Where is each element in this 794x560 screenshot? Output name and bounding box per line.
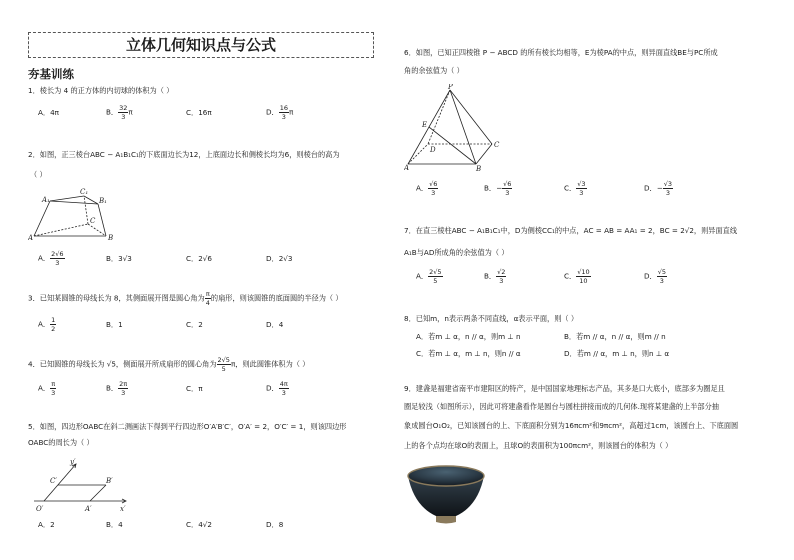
q1-d-fraction: $\frac{16}{3}$ — [279, 104, 289, 121]
question-6-line2: 角的余弦值为（ ） — [404, 66, 464, 75]
question-9-line3: 象成圆台O₁O₂，已知该圆台的上、下底面积分别为16πcm²和9πcm²，高超过1cm，该圆台上、下底面圆 — [404, 421, 739, 430]
label-b: B — [108, 234, 114, 242]
question-4: 4．已知圆锥的母线长为 √5，侧面展开所成扇形的圆心角为 $\frac{2√5}{5}$ π，则此圆锥体积为（ ） — [28, 356, 310, 373]
page-title: 立体几何知识点与公式 — [28, 32, 374, 58]
q3-option-b[interactable]: B．1 — [106, 320, 123, 329]
q5-option-a[interactable]: A．2 — [38, 520, 55, 529]
label-a: A — [28, 234, 34, 242]
q6-option-b[interactable]: B．− $\frac{√6}{3}$ — [484, 180, 512, 197]
question-5: 5．如图，四边形OABC在斜二测画法下得到平行四边形O′A′B′C′，O′A′ = 2，O′C′ = 1，则该四边形 — [28, 422, 347, 431]
label-p: P — [448, 84, 453, 91]
pyramid-edge — [450, 90, 492, 144]
q3-option-d[interactable]: D．4 — [266, 320, 284, 329]
q4-option-c[interactable]: C．π — [186, 384, 203, 393]
q7-d-fraction: $\frac{√5}{3}$ — [657, 268, 667, 285]
q7-option-d[interactable]: D． $\frac{√5}{3}$ — [644, 268, 667, 285]
pyramid-hidden-edge — [428, 90, 450, 144]
q6-a-fraction: $\frac{√6}{3}$ — [429, 180, 438, 197]
q4-a-fraction: $\frac{\pi}{3}$ — [51, 380, 56, 397]
question-7-line2: A₁B与AD所成角的余弦值为（ ） — [404, 248, 509, 257]
q4-option-a[interactable]: A． $\frac{\pi}{3}$ — [38, 380, 56, 397]
q8-option-d[interactable]: D．若m // α，m ⊥ n，则n ⊥ α — [564, 349, 670, 358]
label-a: A — [404, 164, 410, 172]
question-9-line2: 圈足较浅（如图所示），因此可将建盏看作是圆台与圆柱拼接而成的几何体.现将某建盏的上半部分抽 — [404, 402, 719, 411]
q5-option-b[interactable]: B．4 — [106, 520, 123, 529]
q1-option-b[interactable]: B． $\frac{32}{3}$ π — [106, 104, 133, 121]
question-5-line2: OABC的周长为（ ） — [28, 438, 94, 447]
q7-option-a[interactable]: A． $\frac{2√5}{5}$ — [416, 268, 442, 285]
label-x-prime: x′ — [120, 505, 126, 513]
q1-option-c[interactable]: C．16π — [186, 108, 212, 117]
question-1: 1．棱长为 4 的正方体的内切球的体积为（ ） — [28, 86, 174, 95]
frustum-hidden-edge — [34, 224, 88, 236]
q6-option-a[interactable]: A． $\frac{√6}{3}$ — [416, 180, 438, 197]
q5-option-d[interactable]: D．8 — [266, 520, 284, 529]
label-o-prime: O′ — [36, 505, 44, 513]
q7-b-fraction: $\frac{√2}{3}$ — [497, 268, 506, 285]
q3-angle-fraction: $\frac{\pi}{4}$ — [205, 290, 210, 307]
question-9-line4: 上的各个点均在球O的表面上，且球O的表面积为100πcm²，则该圆台的体积为（ ） — [404, 441, 673, 450]
q1-option-a[interactable]: A．4π — [38, 108, 60, 117]
label-c: C — [494, 141, 500, 149]
q7-a-fraction: $\frac{2√5}{5}$ — [429, 268, 442, 285]
question-2-paren: （ ） — [30, 170, 47, 179]
frustum-hidden-edge — [84, 196, 88, 224]
q6-b-fraction: $\frac{√6}{3}$ — [503, 180, 512, 197]
q4-option-b[interactable]: B． $\frac{2\pi}{3}$ — [106, 380, 128, 397]
segment-be — [429, 127, 476, 164]
pyramid-edge — [476, 144, 492, 164]
q2-a-fraction: $\frac{2√6}{3}$ — [51, 250, 64, 267]
label-b-prime: B′ — [106, 477, 113, 485]
question-3: 3．已知某圆锥的母线长为 8，其侧面展开图是圆心角为 $\frac{\pi}{4}$ 的扇形，则该圆锥的底面圆的半径为（ ） — [28, 290, 343, 307]
question-8: 8．已知m，n表示两条不同直线，α表示平面，则（ ） — [404, 314, 579, 323]
q6-c-fraction: $\frac{√3}{3}$ — [577, 180, 586, 197]
q3-option-a[interactable]: A． $\frac{1}{2}$ — [38, 316, 56, 333]
q3-option-c[interactable]: C．2 — [186, 320, 203, 329]
question-2: 2．如图，正三棱台ABC − A₁B₁C₁的下底面边长为12，上底面边长和侧棱长均为6，则棱台的高为 — [28, 150, 340, 159]
jian-bowl-image — [404, 462, 488, 528]
label-b: B — [476, 165, 482, 172]
label-b1: B₁ — [99, 197, 107, 205]
q2-option-a[interactable]: A． $\frac{2√6}{3}$ — [38, 250, 64, 267]
q2-option-c[interactable]: C．2√6 — [186, 254, 212, 263]
frustum-edge — [34, 201, 50, 236]
q7-option-c[interactable]: C． $\frac{√10}{10}$ — [564, 268, 590, 285]
q6-option-d[interactable]: D．− $\frac{√3}{3}$ — [644, 180, 673, 197]
q2-option-d[interactable]: D．2√3 — [266, 254, 293, 263]
frustum-edge — [50, 196, 84, 201]
question-7: 7．在直三棱柱ABC − A₁B₁C₁中，D为侧棱CC₁的中点，AC = AB = AA₁ = 2，BC = 2√2，则异面直线 — [404, 226, 738, 235]
q4-d-fraction: $\frac{4\pi}{3}$ — [279, 380, 288, 397]
section-heading: 夯基训练 — [28, 67, 74, 81]
q8-option-a[interactable]: A．若m ⊥ α，n // α，则m ⊥ n — [416, 332, 521, 341]
y-axis — [44, 464, 76, 501]
label-c1: C₁ — [80, 188, 89, 196]
label-d: D — [430, 146, 436, 154]
pyramid-figure — [404, 84, 508, 172]
frustum-edge — [98, 204, 106, 236]
q3-a-fraction: $\frac{1}{2}$ — [51, 316, 56, 333]
q7-c-fraction: $\frac{√10}{10}$ — [577, 268, 590, 285]
q8-option-b[interactable]: B．若m // α，n // α，则m // n — [564, 332, 666, 341]
q4-angle-fraction: $\frac{2√5}{5}$ — [217, 356, 230, 373]
label-a1: A₁ — [42, 196, 50, 204]
bowl-rim — [408, 466, 484, 486]
pyramid-edge — [450, 90, 476, 164]
label-e: E — [422, 121, 428, 129]
q6-option-c[interactable]: C． $\frac{√3}{3}$ — [564, 180, 586, 197]
label-a-prime: A′ — [85, 505, 92, 513]
q4-option-d[interactable]: D． $\frac{4\pi}{3}$ — [266, 380, 288, 397]
q6-d-fraction: $\frac{√3}{3}$ — [663, 180, 673, 197]
label-y-prime: y′ — [70, 458, 76, 466]
q1-b-fraction: $\frac{32}{3}$ — [119, 104, 128, 121]
question-6: 6．如图，已知正四棱锥 P − ABCD 的所有棱长均相等，E为棱PA的中点，则异面直线BE与PC所成 — [404, 48, 718, 57]
frustum-edge — [50, 201, 98, 204]
bowl-foot — [436, 516, 456, 524]
q2-option-b[interactable]: B．3√3 — [106, 254, 132, 263]
question-9-line1: 9．建盏是福建省南平市建阳区的特产，是中国国家地理标志产品，其多是口大底小，底部多为圈足且 — [404, 384, 725, 393]
frustum-figure — [28, 186, 124, 242]
q5-option-c[interactable]: C．4√2 — [186, 520, 212, 529]
frustum-edge — [84, 196, 98, 204]
q7-option-b[interactable]: B． $\frac{√2}{3}$ — [484, 268, 506, 285]
q4-b-fraction: $\frac{2\pi}{3}$ — [119, 380, 128, 397]
label-c: C — [90, 217, 96, 225]
q8-option-c[interactable]: C．若m ⊥ α，m ⊥ n，则n // α — [416, 349, 521, 358]
q1-option-d[interactable]: D． $\frac{16}{3}$ π — [266, 104, 294, 121]
parallelogram-figure — [30, 456, 134, 516]
parallelogram-edge — [90, 485, 106, 501]
label-c-prime: C′ — [50, 477, 57, 485]
